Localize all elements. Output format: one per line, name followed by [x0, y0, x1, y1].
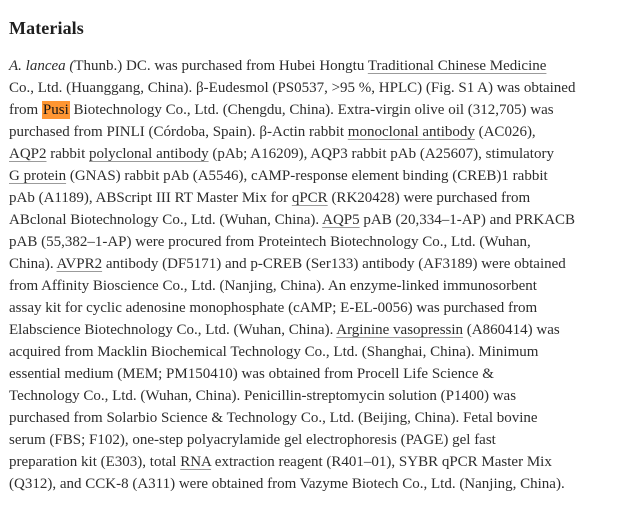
topic-link[interactable]: qPCR: [291, 190, 328, 206]
text-run: ABclonal Biotechnology Co., Ltd. (Wuhan, China).: [9, 212, 323, 228]
text-run: (Q312), and CCK-8 (A311) were obtained from Vazyme Biotech Co., Ltd. (Nanjing, China).: [9, 476, 565, 492]
text-line: [9, 77, 633, 99]
text-run: (pAb; A16209), AQP3 rabbit pAb (A25607), stimulatory: [208, 146, 554, 162]
text-line: [9, 297, 633, 319]
text-run: antibody (DF5171) and p-CREB (Ser133) antibody (AF3189) were obtained: [102, 256, 566, 272]
text-line: [9, 429, 633, 451]
text-run: from: [9, 102, 42, 118]
topic-link[interactable]: monoclonal antibody: [347, 124, 475, 140]
species-name-italic: A. lancea (: [9, 58, 75, 74]
topic-link[interactable]: polyclonal antibody: [89, 146, 209, 162]
find-match-highlight: Pusi: [42, 102, 69, 118]
text-run: China).: [9, 256, 57, 272]
text-line: [9, 341, 633, 363]
text-run: from Affinity Bioscience Co., Ltd. (Nanjing, China). An enzyme-linked immunosorbent: [9, 278, 537, 294]
text-run: serum (FBS; F102), one-step polyacrylamide gel electrophoresis (PAGE) gel fast: [9, 432, 496, 448]
topic-link[interactable]: AVPR2: [56, 256, 103, 272]
text-line: [9, 231, 633, 253]
text-line: [9, 99, 633, 121]
topic-link[interactable]: G protein: [9, 168, 67, 184]
text-run: Technology Co., Ltd. (Wuhan, China). Penicillin-streptomycin solution (P1400) was: [9, 388, 517, 404]
text-run: essential medium (MEM; PM150410) was obtained from Procell Life Science &: [9, 366, 494, 382]
text-run: preparation kit (E303), total: [9, 454, 181, 470]
text-run: assay kit for cyclic adenosine monophosphate (cAMP; E-EL-0056) was purchased from: [9, 300, 538, 316]
text-run: (RK20428) were purchased from: [327, 190, 531, 206]
text-line: [9, 209, 633, 231]
text-line: [9, 473, 633, 495]
materials-paragraph: [9, 55, 633, 495]
topic-link[interactable]: RNA: [180, 454, 212, 470]
text-run: (GNAS) rabbit pAb (A5546), cAMP-response element binding (CREB)1 rabbit: [66, 168, 548, 184]
text-run: Elabscience Biotechnology Co., Ltd. (Wuhan, China).: [9, 322, 337, 338]
text-run: (AC026),: [474, 124, 536, 140]
text-run: Thunb.) DC. was purchased from Hubei Hongtu: [74, 58, 368, 74]
text-run: rabbit: [46, 146, 90, 162]
text-run: extraction reagent (R401–01), SYBR qPCR Master Mix: [211, 454, 552, 470]
section-heading: Materials: [9, 18, 84, 38]
text-run: (A860414) was: [463, 322, 560, 338]
text-run: Co., Ltd. (Huanggang, China). β-Eudesmol (PS0537, >95 %, HPLC) (Fig. S1 A) was obtained: [9, 80, 576, 96]
text-line: [9, 187, 633, 209]
text-line: [9, 407, 633, 429]
text-line: [9, 55, 633, 77]
text-line: [9, 275, 633, 297]
text-run: purchased from Solarbio Science & Technology Co., Ltd. (Beijing, China). Fetal bovine: [9, 410, 538, 426]
text-line: [9, 121, 633, 143]
topic-link[interactable]: Arginine vasopressin: [336, 322, 464, 338]
text-run: pAB (20,334–1-AP) and PRKACB: [359, 212, 576, 228]
text-line: [9, 385, 633, 407]
text-run: pAB (55,382–1-AP) were procured from Proteintech Biotechnology Co., Ltd. (Wuhan,: [9, 234, 531, 250]
text-run: pAb (A1189), ABScript III RT Master Mix for: [9, 190, 292, 206]
text-line: [9, 363, 633, 385]
text-run: Biotechnology Co., Ltd. (Chengdu, China). Extra-virgin olive oil (312,705) was: [69, 102, 554, 118]
text-run: purchased from PINLI (Córdoba, Spain). β-Actin rabbit: [9, 124, 348, 140]
topic-link[interactable]: AQP2: [9, 146, 47, 162]
text-line: [9, 319, 633, 341]
topic-link[interactable]: AQP5: [322, 212, 360, 228]
text-line: [9, 165, 633, 187]
text-line: [9, 451, 633, 473]
text-line: [9, 253, 633, 275]
text-run: acquired from Macklin Biochemical Technology Co., Ltd. (Shanghai, China). Minimum: [9, 344, 539, 360]
topic-link[interactable]: Traditional Chinese Medicine: [367, 58, 547, 74]
text-line: [9, 143, 633, 165]
